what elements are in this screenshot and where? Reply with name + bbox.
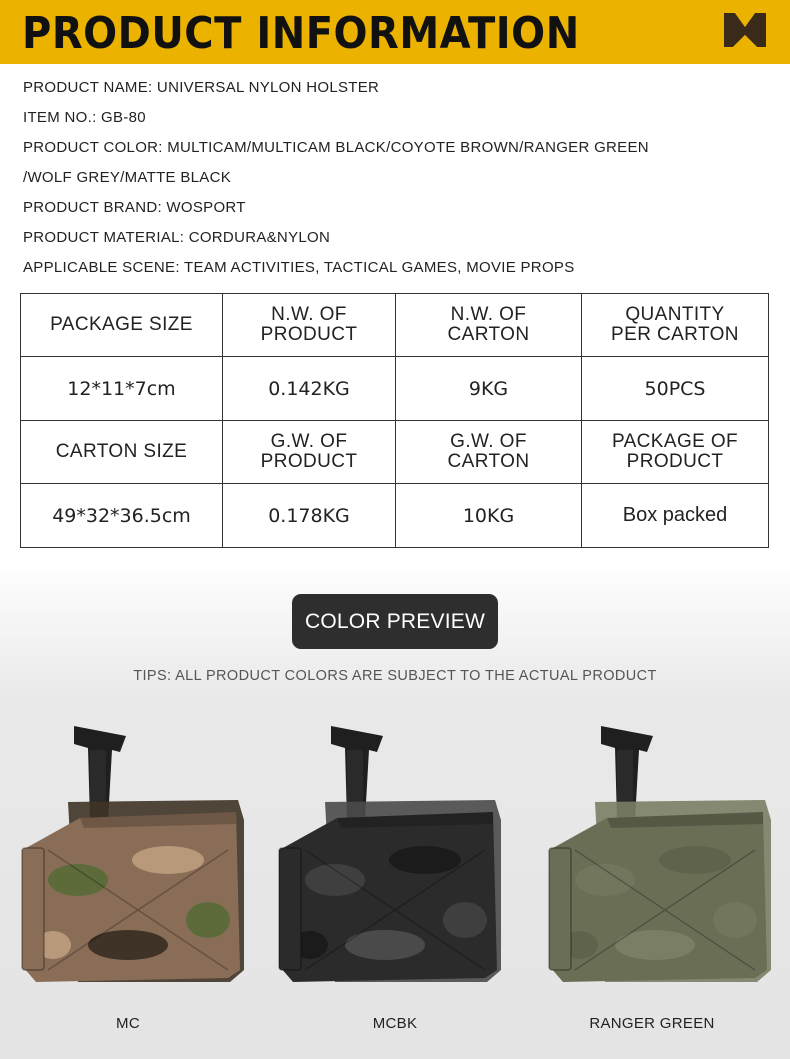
table-row bbox=[21, 294, 769, 357]
header-nw-product: N.W. OF PRODUCT bbox=[223, 294, 396, 357]
value-carton-size: 49*32*36.5cm bbox=[21, 484, 223, 548]
header-quantity-per-carton: QUANTITY PER CARTON bbox=[582, 294, 769, 357]
value-package-of-product: Box packed bbox=[582, 484, 769, 548]
spec-table bbox=[20, 293, 769, 548]
table-row bbox=[21, 421, 769, 484]
caption-ranger-green: RANGER GREEN bbox=[589, 1015, 715, 1032]
header-package-of-product: PACKAGE OF PRODUCT bbox=[582, 421, 769, 484]
info-product-brand: PRODUCT BRAND: WOSPORT bbox=[23, 199, 246, 216]
camo-patch bbox=[132, 846, 204, 874]
product-image-mc bbox=[8, 720, 248, 990]
info-product-color: PRODUCT COLOR: MULTICAM/MULTICAM BLACK/COYOTE BROWN/RANGER GREEN bbox=[23, 139, 649, 156]
camo-patch bbox=[48, 864, 108, 896]
color-preview-button[interactable]: COLOR PREVIEW bbox=[292, 594, 498, 649]
info-product-material: PRODUCT MATERIAL: CORDURA&NYLON bbox=[23, 229, 331, 246]
camo-patch bbox=[443, 902, 487, 938]
holster-ranger-green-image bbox=[535, 720, 775, 990]
w-logo-icon bbox=[722, 10, 768, 50]
holster-mc-image bbox=[8, 720, 248, 990]
holster-strap bbox=[279, 848, 301, 970]
table-row bbox=[21, 357, 769, 421]
camo-patch bbox=[575, 864, 635, 896]
caption-mcbk: MCBK bbox=[372, 1015, 418, 1032]
product-info-list bbox=[23, 78, 773, 288]
holster-strap bbox=[22, 848, 44, 970]
product-image-ranger-green bbox=[535, 720, 775, 990]
info-item-no: ITEM NO.: GB-80 bbox=[23, 109, 146, 126]
page-title: PRODUCT INFORMATION bbox=[22, 9, 580, 59]
value-package-size: 12*11*7cm bbox=[21, 357, 223, 421]
tips-text: TIPS: ALL PRODUCT COLORS ARE SUBJECT TO THE ACTUAL PRODUCT bbox=[133, 668, 657, 684]
holster-strap bbox=[549, 848, 571, 970]
camo-patch bbox=[186, 902, 230, 938]
value-quantity-per-carton: 50PCS bbox=[582, 357, 769, 421]
value-nw-carton: 9KG bbox=[396, 357, 582, 421]
info-applicable-scene: APPLICABLE SCENE: TEAM ACTIVITIES, TACTICAL GAMES, MOVIE PROPS bbox=[23, 259, 575, 276]
value-gw-product: 0.178KG bbox=[223, 484, 396, 548]
camo-patch bbox=[713, 902, 757, 938]
header-gw-carton: G.W. OF CARTON bbox=[396, 421, 582, 484]
header-banner bbox=[0, 0, 790, 64]
value-nw-product: 0.142KG bbox=[223, 357, 396, 421]
holster-mcbk-image bbox=[265, 720, 505, 990]
header-gw-product: G.W. OF PRODUCT bbox=[223, 421, 396, 484]
info-product-name: PRODUCT NAME: UNIVERSAL NYLON HOLSTER bbox=[23, 79, 380, 96]
caption-mc: MC bbox=[116, 1015, 140, 1032]
value-gw-carton: 10KG bbox=[396, 484, 582, 548]
camo-patch bbox=[659, 846, 731, 874]
header-carton-size: CARTON SIZE bbox=[21, 421, 223, 484]
info-product-color-cont: /WOLF GREY/MATTE BLACK bbox=[23, 169, 232, 186]
header-package-size: PACKAGE SIZE bbox=[21, 294, 223, 357]
table-row bbox=[21, 484, 769, 548]
camo-patch bbox=[305, 864, 365, 896]
header-nw-carton: N.W. OF CARTON bbox=[396, 294, 582, 357]
camo-patch bbox=[389, 846, 461, 874]
product-image-mcbk bbox=[265, 720, 505, 990]
